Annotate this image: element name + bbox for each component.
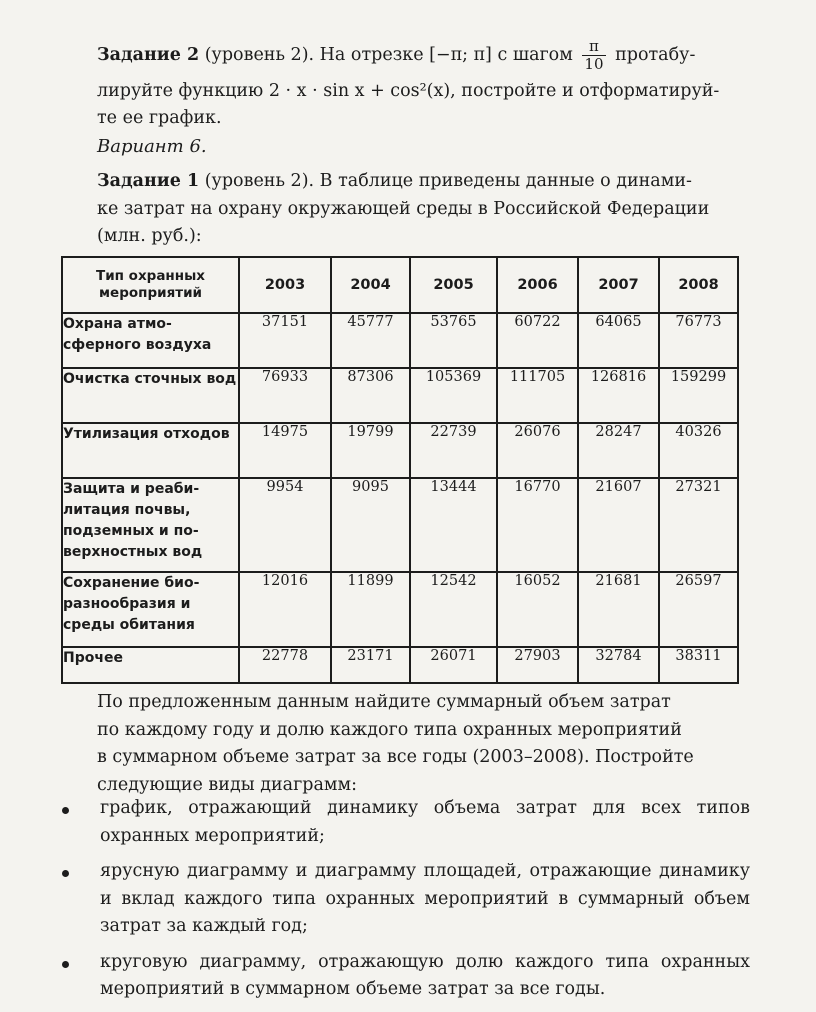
cell-value: 26076: [497, 423, 578, 478]
table-row: [62, 368, 738, 423]
list-item: [60, 795, 750, 850]
cell-value: 26597: [659, 572, 738, 647]
cell-value: 13444: [410, 478, 497, 572]
header-year: 2006: [497, 257, 578, 313]
task2-paragraph: [97, 38, 747, 133]
costs-table: [61, 256, 739, 684]
cell-value: 22778: [239, 647, 331, 683]
header-year: 2005: [410, 257, 497, 313]
header-year: 2004: [331, 257, 410, 313]
cell-value: 27321: [659, 478, 738, 572]
bullet-icon: [62, 807, 69, 814]
cell-value: 76773: [659, 313, 738, 368]
cell-value: 22739: [410, 423, 497, 478]
task1-line2: ке затрат на охрану окружающей среды в Российской Федерации: [97, 198, 710, 219]
cell-value: 28247: [578, 423, 659, 478]
task2-level: (уровень 2).: [204, 45, 315, 65]
cell-value: 27903: [497, 647, 578, 683]
cell-value: 21607: [578, 478, 659, 572]
row-label: Утилизация отходов: [62, 423, 239, 478]
list-item: [60, 949, 750, 1004]
cell-value: 9095: [331, 478, 410, 572]
row-label: Сохранение био-разнообразия и среды обитания: [62, 572, 239, 647]
list-item-text: график, отражающий динамику объема затрат для всех типов охранных мероприятий;: [100, 798, 750, 846]
fraction-denominator: 10: [584, 55, 604, 73]
diagram-list: [60, 795, 750, 1012]
cell-value: 12542: [410, 572, 497, 647]
task2-text-before: На отрезке [−π; π] с шагом: [319, 45, 573, 65]
task2-line3: те ее график.: [97, 108, 222, 128]
instructions-line: в суммарном объеме затрат за все годы (2003–2008). Постройте: [97, 747, 694, 767]
row-label: Защита и реаби-литация почвы, подземных и по-верхностных вод: [62, 478, 239, 572]
cell-value: 159299: [659, 368, 738, 423]
task1-line1: В таблице приведены данные о динами-: [319, 171, 692, 191]
cell-value: 23171: [331, 647, 410, 683]
cell-value: 38311: [659, 647, 738, 683]
row-label: Прочее: [62, 647, 239, 683]
cell-value: 14975: [239, 423, 331, 478]
bullet-icon: [62, 961, 69, 968]
cell-value: 45777: [331, 313, 410, 368]
table-row: [62, 572, 738, 647]
task1-title: Задание 1: [97, 171, 200, 191]
cell-value: 87306: [331, 368, 410, 423]
table-row: [62, 313, 738, 368]
instructions-line: следующие виды диаграмм:: [97, 774, 358, 795]
row-label: Охрана атмо-сферного воздуха: [62, 313, 239, 368]
row-label: Очистка сточных вод: [62, 368, 239, 423]
cell-value: 40326: [659, 423, 738, 478]
variant-heading: Вариант 6.: [97, 136, 207, 157]
instructions-line: По предложенным данным найдите суммарный объем затрат: [97, 692, 671, 712]
task2-line2: лируйте функцию 2 · x · sin x + cos²(x), постройте и отформатируй-: [97, 80, 720, 101]
cell-value: 111705: [497, 368, 578, 423]
task1-paragraph: [97, 168, 747, 251]
cell-value: 26071: [410, 647, 497, 683]
task1-line3: (млн. руб.):: [97, 226, 202, 246]
instructions-paragraph: [97, 689, 747, 799]
cell-value: 60722: [497, 313, 578, 368]
cell-value: 16770: [497, 478, 578, 572]
header-year: 2003: [239, 257, 331, 313]
table-row: [62, 423, 738, 478]
cell-value: 19799: [331, 423, 410, 478]
task2-title: Задание 2: [97, 45, 200, 65]
fraction-numerator: π: [582, 38, 605, 56]
cell-value: 76933: [239, 368, 331, 423]
cell-value: 16052: [497, 572, 578, 647]
header-year: 2007: [578, 257, 659, 313]
cell-value: 105369: [410, 368, 497, 423]
step-fraction: [582, 38, 605, 73]
cell-value: 64065: [578, 313, 659, 368]
cell-value: 9954: [239, 478, 331, 572]
cell-value: 12016: [239, 572, 331, 647]
header-type: Тип охранных мероприятий: [62, 257, 239, 313]
table-row: [62, 478, 738, 572]
header-row: [62, 257, 738, 313]
task2-text-after: протабу-: [615, 45, 696, 65]
task1-level: (уровень 2).: [204, 171, 315, 191]
bullet-icon: [62, 870, 69, 877]
cell-value: 11899: [331, 572, 410, 647]
list-item-text: ярусную диаграмму и диаграмму площадей, отражающие динамику и вклад каждого типа охранных мероприятий в суммарный объем затрат за каждый год;: [100, 861, 750, 936]
cell-value: 126816: [578, 368, 659, 423]
list-item: [60, 858, 750, 941]
cell-value: 37151: [239, 313, 331, 368]
instructions-line: по каждому году и долю каждого типа охранных мероприятий: [97, 719, 682, 740]
cell-value: 53765: [410, 313, 497, 368]
cell-value: 32784: [578, 647, 659, 683]
table-row: [62, 647, 738, 683]
cell-value: 21681: [578, 572, 659, 647]
list-item-text: круговую диаграмму, отражающую долю каждого типа охранных мероприятий в суммарном объеме затрат за все годы.: [100, 951, 750, 999]
header-year: 2008: [659, 257, 738, 313]
